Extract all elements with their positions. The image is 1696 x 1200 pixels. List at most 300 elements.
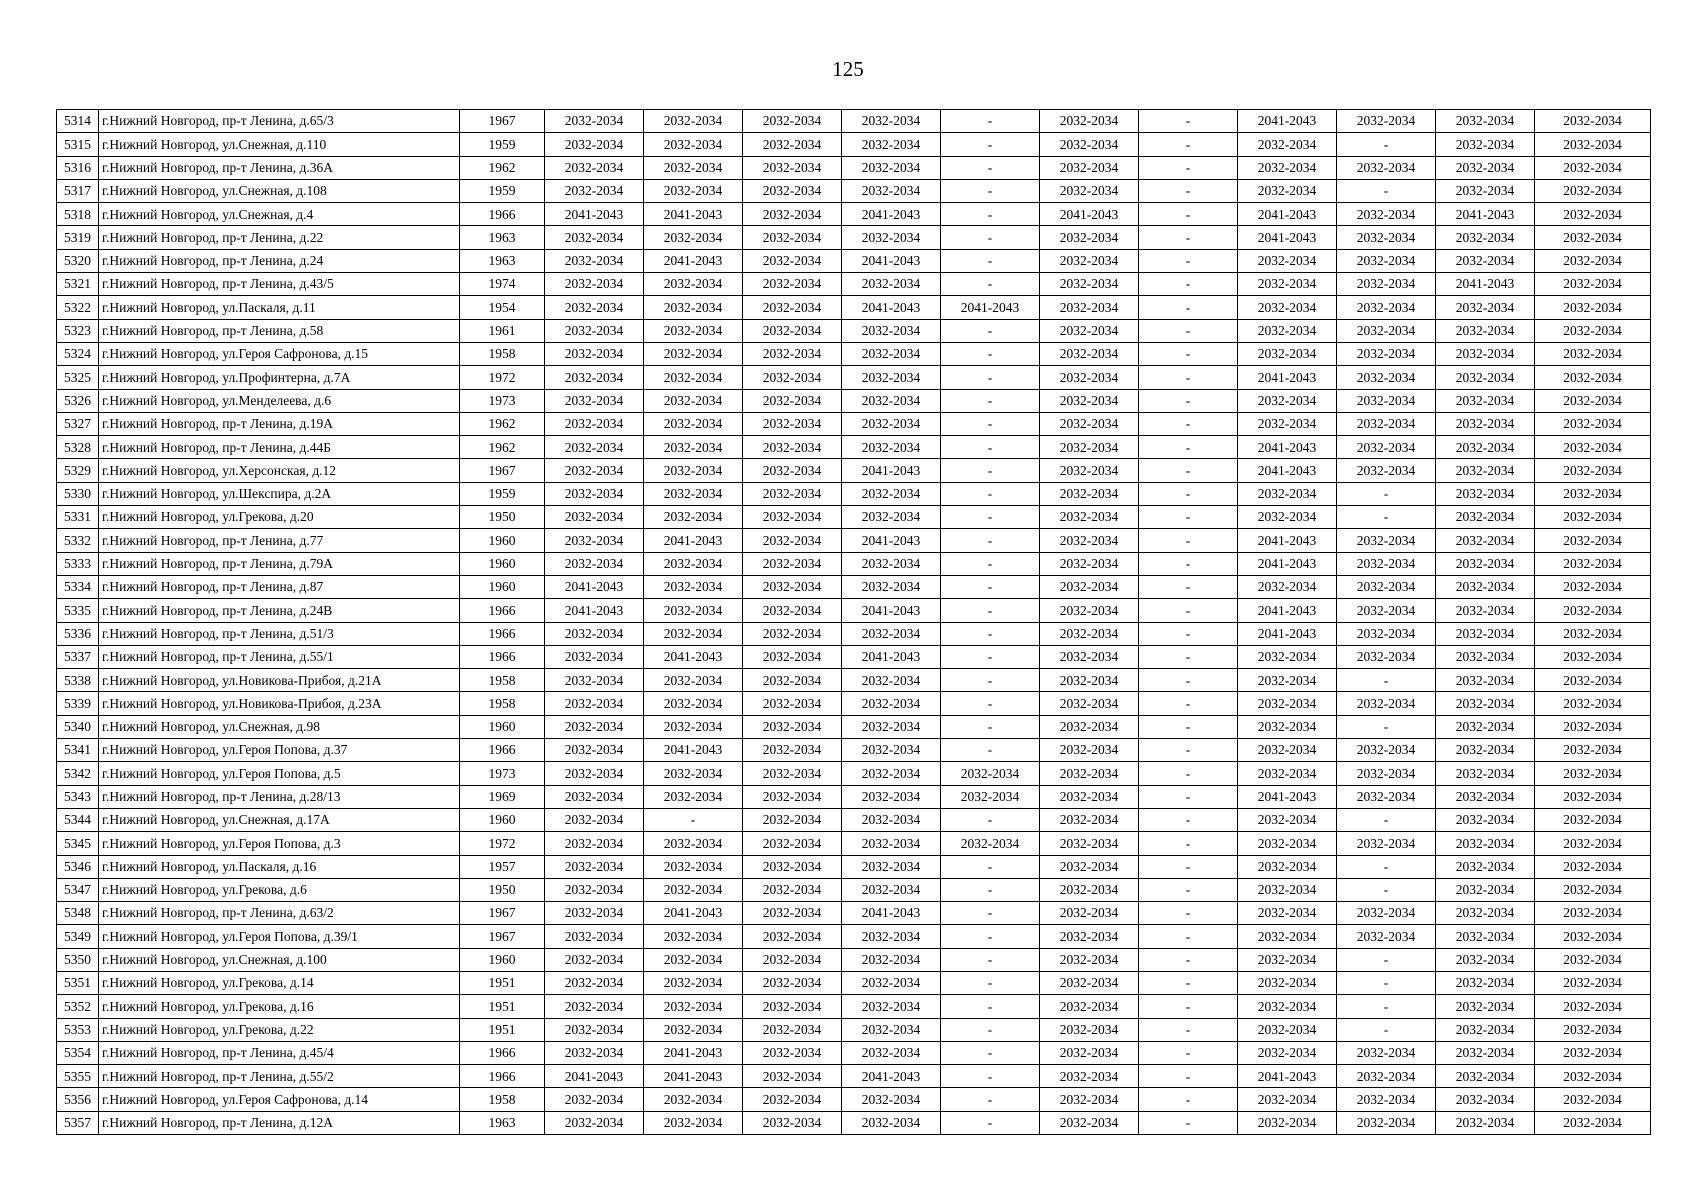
period-cell: 2032-2034 [644,855,743,878]
period-cell: - [941,249,1040,272]
year-cell: 1967 [460,459,545,482]
period-cell: 2032-2034 [1337,692,1436,715]
address-cell: г.Нижний Новгород, пр-т Ленина, д.77 [99,529,460,552]
period-cell: - [941,902,1040,925]
table-row [57,739,1651,762]
table-row [57,156,1651,179]
period-cell: 2041-2043 [1238,529,1337,552]
period-cell: 2032-2034 [1337,575,1436,598]
row-number-cell: 5326 [57,389,99,412]
row-number-cell: 5342 [57,762,99,785]
period-cell: 2032-2034 [1535,319,1651,342]
period-cell: - [1139,622,1238,645]
period-cell: - [1139,110,1238,133]
period-cell: 2032-2034 [743,971,842,994]
period-cell: 2032-2034 [1337,319,1436,342]
period-cell: - [1139,296,1238,319]
year-cell: 1960 [460,948,545,971]
address-cell: г.Нижний Новгород, ул.Снежная, д.108 [99,179,460,202]
period-cell: 2032-2034 [644,925,743,948]
period-cell: 2032-2034 [1238,506,1337,529]
period-cell: 2032-2034 [1238,342,1337,365]
period-cell: 2032-2034 [842,319,941,342]
address-cell: г.Нижний Новгород, пр-т Ленина, д.24В [99,599,460,622]
period-cell: 2032-2034 [1535,575,1651,598]
year-cell: 1959 [460,133,545,156]
period-cell: 2032-2034 [842,412,941,435]
row-number-cell: 5319 [57,226,99,249]
table-row [57,412,1651,435]
period-cell: 2032-2034 [743,203,842,226]
period-cell: 2032-2034 [1040,902,1139,925]
period-cell: - [1139,995,1238,1018]
row-number-cell: 5348 [57,902,99,925]
period-cell: - [1139,203,1238,226]
period-cell: 2032-2034 [941,832,1040,855]
period-cell: 2032-2034 [644,436,743,459]
period-cell: 2032-2034 [743,110,842,133]
table-body [57,110,1651,1135]
period-cell: 2032-2034 [644,948,743,971]
period-cell: 2032-2034 [545,785,644,808]
year-cell: 1966 [460,1041,545,1064]
period-cell: - [1139,459,1238,482]
period-cell: 2032-2034 [1238,692,1337,715]
period-cell: 2032-2034 [842,925,941,948]
period-cell: - [941,599,1040,622]
period-cell: 2032-2034 [1040,506,1139,529]
period-cell: 2032-2034 [1040,319,1139,342]
period-cell: - [1139,925,1238,948]
period-cell: - [1139,506,1238,529]
period-cell: - [1139,179,1238,202]
period-cell: 2032-2034 [1337,1041,1436,1064]
period-cell: 2032-2034 [1436,529,1535,552]
period-cell: 2032-2034 [743,529,842,552]
period-cell: 2041-2043 [842,203,941,226]
period-cell: 2032-2034 [545,878,644,901]
period-cell: - [1337,482,1436,505]
period-cell: 2032-2034 [1040,808,1139,831]
row-number-cell: 5344 [57,808,99,831]
period-cell: 2032-2034 [644,482,743,505]
period-cell: 2032-2034 [644,366,743,389]
address-cell: г.Нижний Новгород, пр-т Ленина, д.79А [99,552,460,575]
address-cell: г.Нижний Новгород, ул.Паскаля, д.11 [99,296,460,319]
period-cell: 2032-2034 [1040,1111,1139,1134]
period-cell: 2032-2034 [1040,995,1139,1018]
period-cell: - [1139,226,1238,249]
period-cell: - [1337,808,1436,831]
period-cell: 2032-2034 [644,179,743,202]
period-cell: 2032-2034 [1535,739,1651,762]
period-cell: 2032-2034 [1535,482,1651,505]
period-cell: 2041-2043 [1238,785,1337,808]
period-cell: 2032-2034 [743,808,842,831]
period-cell: 2041-2043 [1238,366,1337,389]
row-number-cell: 5330 [57,482,99,505]
period-cell: 2032-2034 [1436,925,1535,948]
year-cell: 1951 [460,1018,545,1041]
table-row [57,855,1651,878]
year-cell: 1950 [460,878,545,901]
period-cell: 2032-2034 [1535,622,1651,645]
period-cell: - [941,226,1040,249]
period-cell: 2032-2034 [545,1018,644,1041]
period-cell: 2032-2034 [644,133,743,156]
period-cell: 2041-2043 [842,529,941,552]
period-cell: 2032-2034 [1337,436,1436,459]
row-number-cell: 5328 [57,436,99,459]
row-number-cell: 5323 [57,319,99,342]
address-cell: г.Нижний Новгород, ул.Снежная, д.4 [99,203,460,226]
period-cell: 2041-2043 [644,203,743,226]
period-cell: 2032-2034 [644,342,743,365]
period-cell: 2032-2034 [545,273,644,296]
period-cell: 2032-2034 [644,669,743,692]
table-row [57,459,1651,482]
year-cell: 1960 [460,529,545,552]
period-cell: 2032-2034 [743,156,842,179]
table-row [57,715,1651,738]
period-cell: 2032-2034 [545,669,644,692]
period-cell: 2041-2043 [545,203,644,226]
period-cell: 2032-2034 [545,436,644,459]
period-cell: 2032-2034 [644,412,743,435]
period-cell: 2032-2034 [1436,110,1535,133]
row-number-cell: 5324 [57,342,99,365]
period-cell: 2032-2034 [1337,342,1436,365]
period-cell: - [941,459,1040,482]
address-cell: г.Нижний Новгород, пр-т Ленина, д.87 [99,575,460,598]
year-cell: 1958 [460,692,545,715]
period-cell: 2032-2034 [644,389,743,412]
period-cell: - [1337,179,1436,202]
period-cell: 2032-2034 [941,762,1040,785]
period-cell: 2041-2043 [644,739,743,762]
period-cell: 2032-2034 [1436,692,1535,715]
period-cell: - [1139,971,1238,994]
period-cell: 2032-2034 [842,739,941,762]
year-cell: 1951 [460,971,545,994]
period-cell: 2032-2034 [842,1111,941,1134]
period-cell: - [941,203,1040,226]
period-cell: - [941,436,1040,459]
period-cell: 2032-2034 [1535,995,1651,1018]
period-cell: 2032-2034 [743,133,842,156]
period-cell: - [1139,1088,1238,1111]
period-cell: 2032-2034 [743,1018,842,1041]
period-cell: - [941,971,1040,994]
period-cell: 2032-2034 [1337,645,1436,668]
period-cell: - [1139,1111,1238,1134]
period-cell: 2032-2034 [1436,156,1535,179]
year-cell: 1958 [460,669,545,692]
period-cell: - [941,506,1040,529]
address-cell: г.Нижний Новгород, пр-т Ленина, д.55/2 [99,1065,460,1088]
period-cell: 2032-2034 [842,1088,941,1111]
period-cell: 2041-2043 [842,645,941,668]
year-cell: 1962 [460,156,545,179]
period-cell: 2032-2034 [1535,925,1651,948]
period-cell: 2032-2034 [1436,226,1535,249]
period-cell: 2041-2043 [1238,622,1337,645]
period-cell: 2032-2034 [545,948,644,971]
period-cell: - [941,1111,1040,1134]
period-cell: 2032-2034 [644,110,743,133]
period-cell: 2041-2043 [1238,552,1337,575]
address-cell: г.Нижний Новгород, пр-т Ленина, д.12А [99,1111,460,1134]
period-cell: - [941,1018,1040,1041]
period-cell: 2041-2043 [941,296,1040,319]
period-cell: 2032-2034 [842,762,941,785]
period-cell: 2032-2034 [842,273,941,296]
period-cell: - [1139,808,1238,831]
table-row [57,552,1651,575]
row-number-cell: 5325 [57,366,99,389]
table-row [57,622,1651,645]
period-cell: 2032-2034 [1238,808,1337,831]
row-number-cell: 5343 [57,785,99,808]
year-cell: 1966 [460,1065,545,1088]
period-cell: 2032-2034 [1238,1111,1337,1134]
period-cell: 2032-2034 [1535,226,1651,249]
period-cell: 2032-2034 [545,412,644,435]
address-cell: г.Нижний Новгород, ул.Грекова, д.14 [99,971,460,994]
period-cell: 2032-2034 [1040,971,1139,994]
year-cell: 1959 [460,179,545,202]
page-number: 125 [832,57,864,81]
period-cell: 2032-2034 [545,552,644,575]
period-cell: 2032-2034 [743,762,842,785]
row-number-cell: 5354 [57,1041,99,1064]
address-cell: г.Нижний Новгород, пр-т Ленина, д.44Б [99,436,460,459]
period-cell: - [1139,249,1238,272]
address-cell: г.Нижний Новгород, пр-т Ленина, д.28/13 [99,785,460,808]
period-cell: 2032-2034 [1535,156,1651,179]
period-cell: 2032-2034 [1436,1088,1535,1111]
period-cell: 2032-2034 [842,832,941,855]
period-cell: 2032-2034 [1535,762,1651,785]
period-cell: 2032-2034 [1535,1111,1651,1134]
period-cell: 2032-2034 [1040,249,1139,272]
period-cell: 2032-2034 [1436,832,1535,855]
period-cell: 2032-2034 [545,832,644,855]
period-cell: 2032-2034 [545,319,644,342]
period-cell: - [1139,436,1238,459]
table-row [57,762,1651,785]
period-cell: 2032-2034 [743,412,842,435]
period-cell: 2032-2034 [1238,1018,1337,1041]
year-cell: 1954 [460,296,545,319]
period-cell: 2032-2034 [644,552,743,575]
period-cell: 2032-2034 [1238,832,1337,855]
period-cell: - [941,133,1040,156]
year-cell: 1960 [460,715,545,738]
period-cell: - [1337,878,1436,901]
period-cell: 2032-2034 [1436,762,1535,785]
period-cell: 2041-2043 [1436,203,1535,226]
period-cell: - [941,715,1040,738]
period-cell: 2032-2034 [1436,785,1535,808]
row-number-cell: 5357 [57,1111,99,1134]
address-cell: г.Нижний Новгород, ул.Грекова, д.6 [99,878,460,901]
period-cell: 2032-2034 [1238,715,1337,738]
period-cell: 2032-2034 [1535,808,1651,831]
period-cell: 2032-2034 [1436,319,1535,342]
period-cell: 2032-2034 [545,715,644,738]
period-cell: 2032-2034 [743,249,842,272]
address-cell: г.Нижний Новгород, ул.Снежная, д.110 [99,133,460,156]
period-cell: - [941,575,1040,598]
period-cell: 2032-2034 [1337,925,1436,948]
period-cell: 2032-2034 [842,878,941,901]
table-row [57,179,1651,202]
period-cell: 2032-2034 [842,110,941,133]
year-cell: 1957 [460,855,545,878]
period-cell: 2032-2034 [743,552,842,575]
period-cell: 2032-2034 [1535,948,1651,971]
period-cell: 2032-2034 [743,622,842,645]
period-cell: 2032-2034 [1040,855,1139,878]
period-cell: 2032-2034 [1337,1065,1436,1088]
period-cell: 2032-2034 [1238,645,1337,668]
address-cell: г.Нижний Новгород, ул.Снежная, д.98 [99,715,460,738]
period-cell: 2032-2034 [743,459,842,482]
period-cell: 2032-2034 [1535,599,1651,622]
year-cell: 1963 [460,226,545,249]
year-cell: 1974 [460,273,545,296]
year-cell: 1960 [460,575,545,598]
table-row [57,995,1651,1018]
period-cell: 2032-2034 [1238,389,1337,412]
period-cell: 2041-2043 [842,249,941,272]
period-cell: 2032-2034 [1040,436,1139,459]
period-cell: 2032-2034 [1337,599,1436,622]
row-number-cell: 5353 [57,1018,99,1041]
period-cell: - [1139,273,1238,296]
table-row [57,785,1651,808]
period-cell: 2032-2034 [1535,1065,1651,1088]
period-cell: 2032-2034 [743,669,842,692]
table-row [57,1111,1651,1134]
period-cell: - [1139,669,1238,692]
period-cell: 2032-2034 [545,622,644,645]
period-cell: 2032-2034 [743,436,842,459]
period-cell: 2032-2034 [1337,203,1436,226]
address-cell: г.Нижний Новгород, ул.Героя Сафронова, д.14 [99,1088,460,1111]
period-cell: 2032-2034 [743,389,842,412]
period-cell: 2032-2034 [1040,878,1139,901]
period-cell: 2032-2034 [1535,669,1651,692]
period-cell: 2032-2034 [1238,296,1337,319]
address-cell: г.Нижний Новгород, пр-т Ленина, д.36А [99,156,460,179]
period-cell: 2032-2034 [1040,669,1139,692]
period-cell: 2032-2034 [545,296,644,319]
table-row [57,296,1651,319]
period-cell: - [1139,878,1238,901]
address-cell: г.Нижний Новгород, пр-т Ленина, д.65/3 [99,110,460,133]
period-cell: 2032-2034 [743,1088,842,1111]
period-cell: 2032-2034 [1040,482,1139,505]
period-cell: 2032-2034 [1535,110,1651,133]
period-cell: 2032-2034 [1040,552,1139,575]
period-cell: - [1139,366,1238,389]
year-cell: 1967 [460,925,545,948]
period-cell: 2041-2043 [644,529,743,552]
period-cell: 2032-2034 [842,179,941,202]
period-cell: 2032-2034 [1040,925,1139,948]
period-cell: 2032-2034 [1436,342,1535,365]
period-cell: 2032-2034 [1337,1111,1436,1134]
period-cell: 2032-2034 [644,226,743,249]
row-number-cell: 5329 [57,459,99,482]
period-cell: 2032-2034 [1436,552,1535,575]
address-cell: г.Нижний Новгород, ул.Снежная, д.100 [99,948,460,971]
period-cell: 2041-2043 [545,575,644,598]
period-cell: - [1139,133,1238,156]
period-cell: 2032-2034 [1040,599,1139,622]
table-row [57,1018,1651,1041]
period-cell: 2032-2034 [1040,133,1139,156]
period-cell: - [1139,575,1238,598]
table-row [57,948,1651,971]
period-cell: 2032-2034 [1040,715,1139,738]
period-cell: 2032-2034 [644,273,743,296]
year-cell: 1966 [460,622,545,645]
period-cell: 2041-2043 [842,599,941,622]
period-cell: 2032-2034 [644,599,743,622]
period-cell: 2032-2034 [842,133,941,156]
period-cell: - [1337,669,1436,692]
address-cell: г.Нижний Новгород, ул.Профинтерна, д.7А [99,366,460,389]
period-cell: 2032-2034 [842,669,941,692]
address-cell: г.Нижний Новгород, ул.Паскаля, д.16 [99,855,460,878]
period-cell: 2032-2034 [1337,412,1436,435]
period-cell: 2032-2034 [545,925,644,948]
period-cell: 2032-2034 [1535,855,1651,878]
period-cell: 2041-2043 [1436,273,1535,296]
period-cell: 2032-2034 [1238,1088,1337,1111]
period-cell: 2032-2034 [1436,622,1535,645]
period-cell: - [1337,1018,1436,1041]
period-cell: - [1139,715,1238,738]
row-number-cell: 5316 [57,156,99,179]
period-cell: 2032-2034 [1436,133,1535,156]
period-cell: 2032-2034 [545,529,644,552]
period-cell: 2032-2034 [545,156,644,179]
period-cell: - [941,995,1040,1018]
period-cell: 2032-2034 [545,739,644,762]
row-number-cell: 5352 [57,995,99,1018]
year-cell: 1960 [460,808,545,831]
period-cell: - [941,622,1040,645]
period-cell: - [941,808,1040,831]
period-cell: 2041-2043 [1238,1065,1337,1088]
period-cell: - [1337,995,1436,1018]
period-cell: 2032-2034 [1436,389,1535,412]
row-number-cell: 5320 [57,249,99,272]
period-cell: 2032-2034 [1337,552,1436,575]
row-number-cell: 5346 [57,855,99,878]
period-cell: - [941,1041,1040,1064]
period-cell: 2032-2034 [545,855,644,878]
period-cell: 2032-2034 [1040,273,1139,296]
period-cell: 2032-2034 [1040,226,1139,249]
period-cell: 2032-2034 [1337,459,1436,482]
period-cell: 2032-2034 [545,110,644,133]
period-cell: 2032-2034 [545,1041,644,1064]
